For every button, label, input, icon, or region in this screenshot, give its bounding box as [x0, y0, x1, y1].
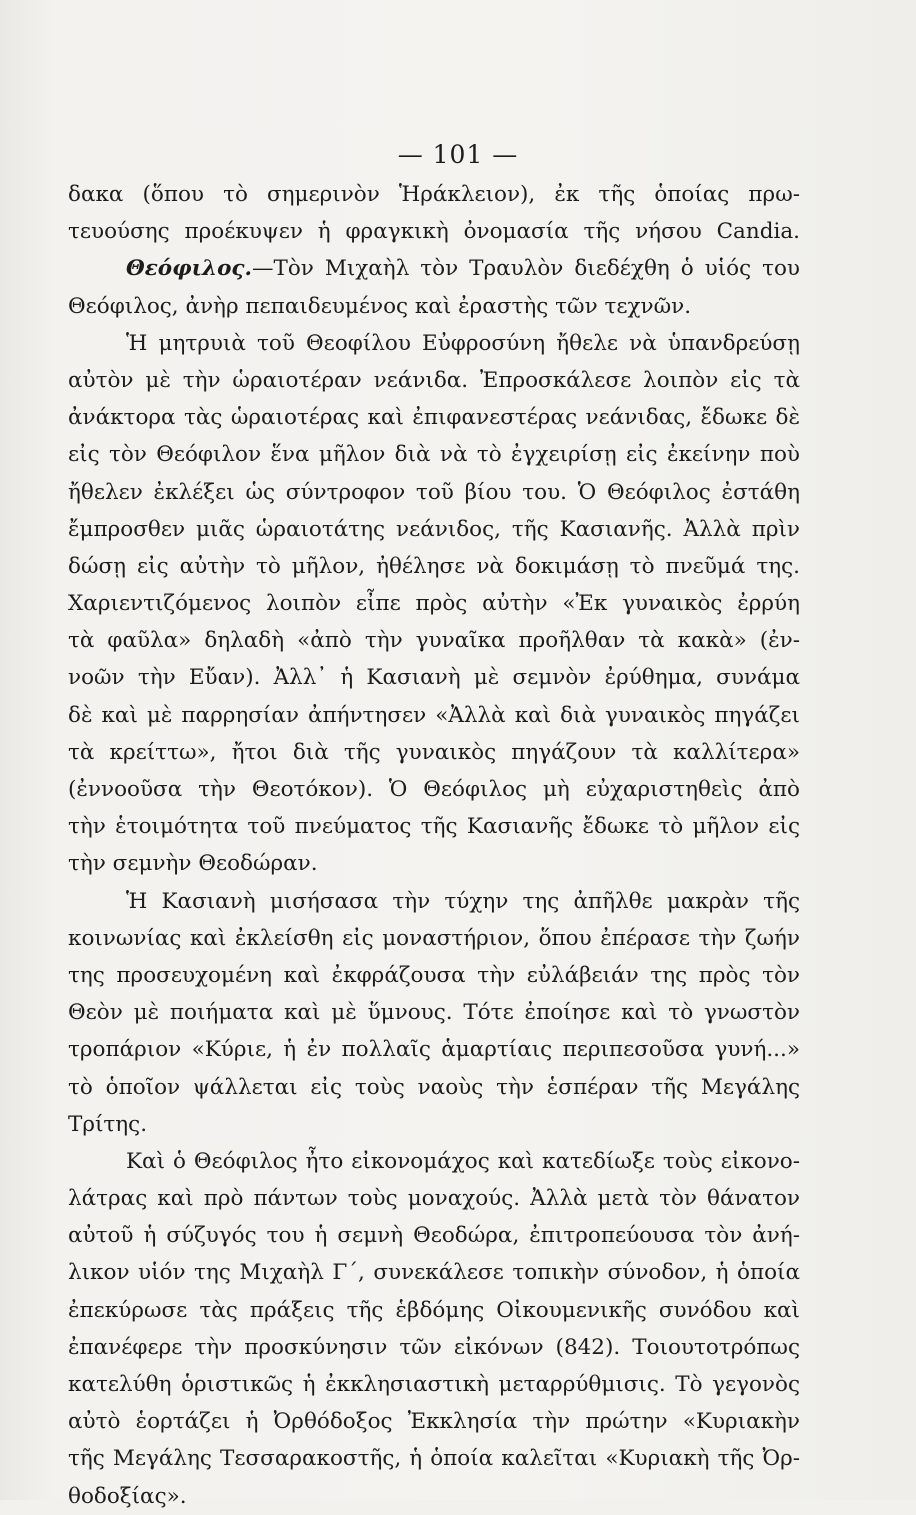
text-line: ἔμπροσθεν μιᾶς ὡραιοτάτης νεάνιδος, τῆς Κασιανῆς. Ἀλλὰ πρὶν	[68, 516, 800, 542]
text-line: κοινωνίας καὶ ἐκλείσθη εἰς μοναστήριον, ὅπου ἐπέρασε τὴν ζωήν	[68, 925, 800, 951]
section-lead: Θεόφιλος.	[126, 256, 252, 282]
body-text	[68, 176, 800, 1515]
page-number: — 101 —	[397, 140, 519, 169]
text-line: τροπάριον «Κύριε, ἡ ἐν πολλαῖς ἁμαρτίαις περιπεσοῦσα γυνή...»	[68, 1037, 800, 1063]
text-line: τὰ κρείττω», ἤτοι διὰ τῆς γυναικὸς πηγάζουν τὰ καλλίτερα»	[68, 739, 800, 765]
text-line: τὴν σεμνὴν Θεοδώραν.	[68, 851, 318, 877]
text-line: (ἐννοοῦσα τὴν Θεοτόκον). Ὁ Θεόφιλος μὴ εὐχαριστηθεὶς ἀπὸ	[68, 777, 800, 802]
text-line: δακα (ὅπου τὸ σημερινὸν Ἡράκλειον), ἐκ τῆς ὁποίας πρω-	[68, 182, 800, 207]
text-line: τῆς Μεγάλης Τεσσαρακοστῆς, ἡ ὁποία καλεῖται «Κυριακὴ τῆς Ὀρ-	[68, 1446, 800, 1472]
text-line: λικον υἱόν της Μιχαὴλ Γ΄, συνεκάλεσε τοπικὴν σύνοδον, ἡ ὁποία	[68, 1260, 800, 1286]
text-line: ἐπανέφερε τὴν προσκύνησιν τῶν εἰκόνων (842). Τοιουτοτρόπως	[68, 1334, 800, 1360]
text-line: Χαριεντιζόμενος λοιπὸν εἶπε πρὸς αὐτὴν «Ἐκ γυναικὸς ἐρρύη	[68, 591, 800, 617]
text-line: αὐτὸν μὲ τὴν ὡραιοτέραν νεάνιδα. Ἐπροσκάλεσε λοιπὸν εἰς τὰ	[68, 367, 800, 393]
text-line: ἀνάκτορα τὰς ὡραιοτέρας καὶ ἐπιφανεστέρας νεάνιδας, ἔδωκε δὲ	[68, 405, 800, 431]
text-line: ἐπεκύρωσε τὰς πράξεις τῆς ἑβδόμης Οἰκουμενικῆς συνόδου καὶ	[68, 1297, 800, 1323]
text-line: αὐτοῦ ἡ σύζυγός του ἡ σεμνὴ Θεοδώρα, ἐπιτροπεύουσα τὸν ἀνή-	[68, 1223, 800, 1249]
text-line: λάτρας καὶ πρὸ πάντων τοὺς μοναχούς. Ἀλλὰ μετὰ τὸν θάνατον	[68, 1186, 800, 1212]
text-line: Ἡ μητρυιὰ τοῦ Θεοφίλου Εὐφροσύνη ἤθελε νὰ ὑπανδρεύσῃ	[126, 330, 800, 356]
text-line-content: —Τὸν Μιχαὴλ τὸν Τραυλὸν διεδέχθη ὁ υἱός του	[252, 256, 800, 282]
text-line: τὸ ὁποῖον ψάλλεται εἰς τοὺς ναοὺς τὴν ἑσπέραν τῆς Μεγάλης	[68, 1074, 800, 1100]
text-line: Ἡ Κασιανὴ μισήσασα τὴν τύχην της ἀπῆλθε μακρὰν τῆς	[126, 888, 800, 914]
text-line: τευούσης προέκυψεν ἡ φραγκικὴ ὀνομασία τῆς νήσου Candia.	[68, 219, 800, 245]
text-line	[68, 250, 800, 287]
text-line: δώσῃ εἰς αὐτὴν τὸ μῆλον, ἠθέλησε νὰ δοκιμάσῃ τὸ πνεῦμά της.	[68, 553, 800, 579]
text-line: Τρίτης.	[68, 1111, 148, 1137]
text-line: νοῶν τὴν Εὔαν). Ἀλλ᾽ ἡ Κασιανὴ μὲ σεμνὸν ἐρύθημα, συνάμα	[68, 665, 800, 691]
text-line: δὲ καὶ μὲ παρρησίαν ἀπήντησεν «Ἀλλὰ καὶ διὰ γυναικὸς πηγάζει	[68, 702, 800, 728]
text-line: εἰς τὸν Θεόφιλον ἕνα μῆλον διὰ νὰ τὸ ἐγχειρίσῃ εἰς ἐκείνην ποὺ	[68, 442, 800, 468]
text-line: ἤθελεν ἐκλέξει ὡς σύντροφον τοῦ βίου του. Ὁ Θεόφιλος ἐστάθη	[68, 479, 800, 505]
text-line: θοδοξίας».	[68, 1483, 187, 1509]
text-line: Καὶ ὁ Θεόφιλος ἦτο εἰκονομάχος καὶ κατεδίωξε τοὺς εἰκονο-	[126, 1148, 800, 1174]
text-line: Θεόφιλος, ἀνὴρ πεπαιδευμένος καὶ ἐραστὴς τῶν τεχνῶν.	[68, 293, 692, 319]
text-line: της προσευχομένη καὶ ἐκφράζουσα τὴν εὐλάβειάν της πρὸς τὸν	[68, 962, 800, 988]
text-line: αὐτὸ ἑορτάζει ἡ Ὀρθόδοξος Ἐκκλησία τὴν πρώτην «Κυριακὴν	[68, 1409, 800, 1435]
text-line: Θεὸν μὲ ποιήματα καὶ μὲ ὕμνους. Τότε ἐποίησε καὶ τὸ γνωστὸν	[68, 1000, 800, 1026]
text-line: τὴν ἑτοιμότητα τοῦ πνεύματος τῆς Κασιανῆς ἔδωκε τὸ μῆλον εἰς	[68, 814, 800, 840]
text-line: κατελύθη ὁριστικῶς ἡ ἐκκλησιαστικὴ μεταρρύθμισις. Τὸ γεγονὸς	[68, 1372, 800, 1397]
text-line: τὰ φαῦλα» δηλαδὴ «ἀπὸ τὴν γυναῖκα προῆλθαν τὰ κακὰ» (ἐν-	[68, 628, 800, 654]
